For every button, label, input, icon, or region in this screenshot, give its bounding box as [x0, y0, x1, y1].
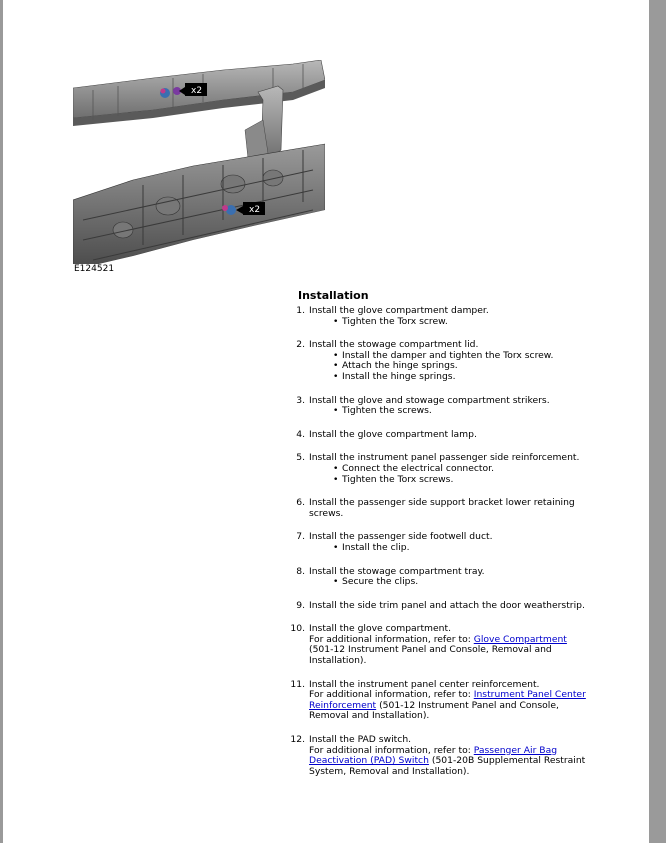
document-page — [3, 0, 649, 843]
substep-item: • Connect the electrical connector. — [333, 464, 589, 475]
substep-item: • Install the damper and tighten the Torx screw. — [333, 351, 589, 362]
step-item — [289, 498, 589, 519]
reference-link[interactable]: Glove Compartment — [473, 633, 567, 645]
section-title: Installation — [298, 289, 369, 302]
step-number: 10. — [290, 623, 305, 635]
substep-item: • Install the clip. — [333, 543, 589, 554]
reference-suffix: (501-12 Instrument Panel and Console, Removal and Installation). — [309, 644, 552, 667]
step-number: 6. — [296, 497, 305, 509]
step-text: Install the glove and stowage compartment strikers. — [309, 394, 550, 406]
step-text: Install the stowage compartment lid. — [309, 339, 479, 351]
step-number: 1. — [296, 305, 305, 316]
step-text: Install the instrument panel center reinforcement. — [309, 678, 540, 690]
substep-item: • Install the hinge springs. — [333, 372, 589, 383]
step-item — [289, 735, 589, 777]
callout-top: x2 — [191, 86, 203, 96]
step-item — [289, 601, 589, 612]
step-text: Install the glove compartment damper. — [309, 305, 489, 316]
substep-item: • Tighten the screws. — [333, 406, 589, 417]
reference-prefix: For additional information, refer to: — [309, 633, 471, 645]
step-number: 11. — [290, 678, 305, 690]
instrument-panel-illustration — [73, 60, 325, 276]
reference-suffix: (501-20B Supplemental Restraint System, Removal and Installation). — [309, 755, 586, 777]
step-number: 3. — [296, 394, 305, 406]
reference-prefix: For additional information, refer to: — [309, 689, 471, 701]
step-substeps — [309, 543, 589, 554]
reference-line — [309, 746, 589, 778]
step-substeps — [309, 464, 589, 485]
step-text: Install the glove compartment lamp. — [309, 428, 477, 440]
step-item — [289, 532, 589, 553]
step-substeps — [309, 351, 589, 383]
callout-bottom: x2 — [249, 205, 261, 215]
step-item — [289, 396, 589, 417]
step-number: 8. — [296, 565, 305, 577]
reference-prefix: For additional information, refer to: — [309, 744, 471, 756]
installation-steps — [289, 306, 589, 790]
step-substeps — [309, 406, 589, 417]
reference-link[interactable]: Passenger Air Bag Deactivation (PAD) Switch — [309, 744, 558, 767]
step-text: Install the glove compartment. — [309, 623, 452, 635]
illustration — [73, 60, 325, 276]
step-text: Install the passenger side footwell duct. — [309, 531, 493, 543]
step-number: 4. — [296, 428, 305, 440]
step-text: Install the PAD switch. — [309, 734, 412, 746]
step-text: Install the stowage compartment tray. — [309, 565, 485, 577]
step-text: Install the side trim panel and attach the door weatherstrip. — [309, 599, 585, 611]
step-number: 12. — [290, 734, 305, 746]
reference-line — [309, 690, 589, 722]
step-number: 5. — [296, 452, 305, 464]
step-text: Install the passenger side support bracket lower retaining screws. — [309, 497, 575, 519]
step-item — [289, 567, 589, 588]
step-substeps — [309, 317, 589, 328]
step-text: Install the instrument panel passenger side reinforcement. — [309, 452, 580, 464]
step-substeps — [309, 577, 589, 588]
substep-item: • Tighten the Torx screws. — [333, 475, 589, 486]
figure-id-label: E124521 — [74, 264, 115, 274]
step-item — [289, 340, 589, 382]
substep-item: • Secure the clips. — [333, 577, 589, 588]
step-item — [289, 453, 589, 485]
substep-item: • Tighten the Torx screw. — [333, 317, 589, 328]
reference-line — [309, 635, 589, 667]
reference-suffix: (501-12 Instrument Panel and Console, Removal and Installation). — [309, 699, 559, 722]
step-item — [289, 430, 589, 441]
step-number: 9. — [296, 599, 305, 611]
step-number: 2. — [296, 339, 305, 351]
substep-item: • Attach the hinge springs. — [333, 361, 589, 372]
step-item — [289, 680, 589, 722]
reference-link[interactable]: Instrument Panel Center Reinforcement — [309, 689, 586, 711]
step-item — [289, 624, 589, 666]
step-item — [289, 306, 589, 327]
step-number: 7. — [296, 531, 305, 543]
